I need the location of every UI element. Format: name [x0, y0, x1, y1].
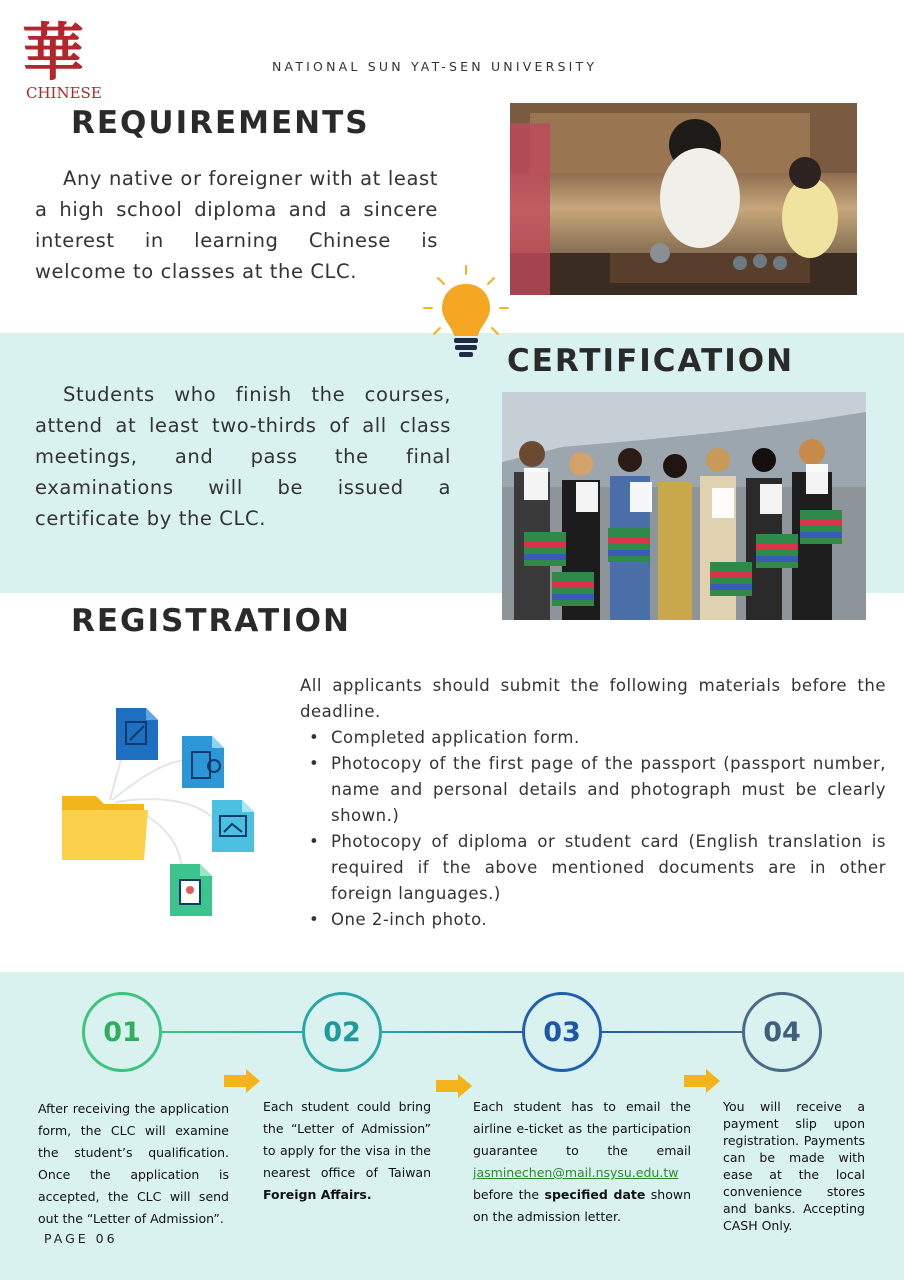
arrow-right-icon: [684, 1069, 720, 1093]
step-2-circle: 02: [302, 992, 382, 1072]
step-2-text-bold: Foreign Affairs.: [263, 1187, 372, 1202]
step-1-text: After receiving the application form, the CLC will examine the student’s qualification. Once the application is accepted, the CLC will send out the “Letter of Admission”.: [38, 1101, 229, 1226]
list-item: • Photocopy of the first page of the passport (passport number, name and personal details and photograph must be clearly shown.): [300, 751, 886, 829]
step-2-text-main: Each student could bring the “Letter of Admission” to apply for the visa in the nearest office of Taiwan: [263, 1099, 431, 1180]
logo-word: CHINESE: [26, 84, 102, 102]
registration-heading: REGISTRATION: [71, 603, 351, 639]
step-3-text-mid: before the: [473, 1187, 545, 1202]
graduation-photo: [502, 392, 866, 620]
step-2-text: [263, 1096, 431, 1206]
certification-text: Students who finish the courses, attend at least two-thirds of all class meetings, and pass the final examinations will be issued a certificate by the CLC.: [35, 383, 451, 530]
registration-intro: All applicants should submit the following materials before the deadline.: [300, 676, 886, 721]
requirements-text: Any native or foreigner with at least a high school diploma and a sincere interest in learning Chinese is welcome to classes at the CLC.: [35, 167, 438, 283]
step-3-circle: 03: [522, 992, 602, 1072]
step-4-circle: 04: [742, 992, 822, 1072]
page-number: PAGE 06: [44, 1231, 118, 1246]
step-connector-1: [162, 1031, 302, 1033]
lightbulb-icon: [420, 264, 512, 364]
clc-logo: [22, 16, 102, 104]
step-3-text-bold: specified date: [544, 1187, 646, 1202]
logo-character: 華: [22, 16, 85, 89]
registration-text: [300, 673, 886, 933]
requirements-heading: REQUIREMENTS: [71, 105, 370, 141]
arrow-right-icon: [436, 1074, 472, 1098]
registration-list: [300, 725, 886, 933]
list-item: • One 2-inch photo.: [300, 907, 886, 933]
tea-ceremony-illustration: [510, 103, 857, 295]
arrow-right-icon: [224, 1069, 260, 1093]
list-item: • Photocopy of diploma or student card (English translation is required if the above mentioned documents are in other foreign languages.): [300, 829, 886, 907]
step-4-text: You will receive a payment slip upon registration. Payments can be made with ease at the local convenience stores and banks. Accepting CASH Only.: [723, 1099, 865, 1233]
graduation-illustration: [502, 392, 866, 620]
step-connector-2: [382, 1031, 522, 1033]
step-connector-3: [602, 1031, 742, 1033]
certification-heading: CERTIFICATION: [507, 343, 795, 379]
university-name: NATIONAL SUN YAT-SEN UNIVERSITY: [272, 59, 598, 74]
step-3-text-end: shown on the admission letter.: [473, 1187, 691, 1224]
folder-documents-icon: [60, 700, 270, 925]
step-3-text-main: Each student has to email the airline e-ticket as the participation guarantee to the email: [473, 1099, 691, 1158]
email-link[interactable]: jasminechen@mail.nsysu.edu.tw: [473, 1165, 679, 1180]
tea-ceremony-photo: [510, 103, 857, 295]
step-1-circle: 01: [82, 992, 162, 1072]
step-3-text: [473, 1096, 691, 1228]
list-item: • Completed application form.: [300, 725, 886, 751]
